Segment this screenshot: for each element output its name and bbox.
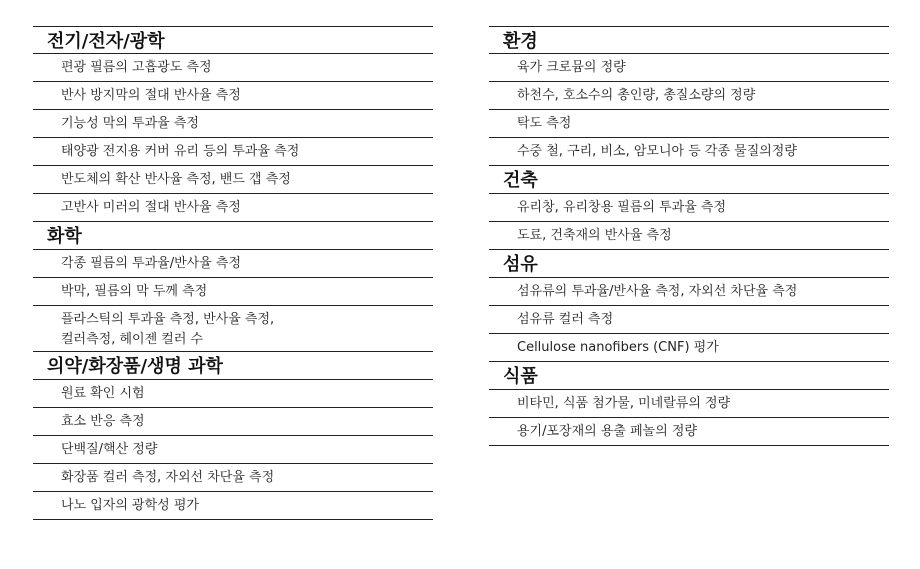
list-item: 편광 필름의 고흡광도 측정 bbox=[33, 54, 433, 82]
list-item: 단백질/핵산 정량 bbox=[33, 436, 433, 464]
list-item: 도료, 건축재의 반사율 측정 bbox=[489, 222, 889, 250]
list-item: 태양광 전지용 커버 유리 등의 투과율 측정 bbox=[33, 138, 433, 166]
list-item: Cellulose nanofibers (CNF) 평가 bbox=[489, 334, 889, 362]
list-item: 고반사 미러의 절대 반사율 측정 bbox=[33, 194, 433, 222]
list-item: 용기/포장재의 용출 페놀의 정량 bbox=[489, 418, 889, 446]
list-item: 효소 반응 측정 bbox=[33, 408, 433, 436]
category-heading-chemistry: 화학 bbox=[33, 222, 433, 250]
list-item: 수중 철, 구리, 비소, 암모니아 등 각종 물질의정량 bbox=[489, 138, 889, 166]
category-heading-architecture: 건축 bbox=[489, 166, 889, 194]
list-item: 비타민, 식품 첨가물, 미네랄류의 정량 bbox=[489, 390, 889, 418]
list-item: 반도체의 확산 반사율 측정, 밴드 갭 측정 bbox=[33, 166, 433, 194]
list-item: 각종 필름의 투과율/반사율 측정 bbox=[33, 250, 433, 278]
list-item: 원료 확인 시험 bbox=[33, 380, 433, 408]
left-column bbox=[33, 26, 433, 520]
list-item: 반사 방지막의 절대 반사율 측정 bbox=[33, 82, 433, 110]
list-item: 하천수, 호소수의 총인량, 총질소량의 정량 bbox=[489, 82, 889, 110]
list-item: 유리창, 유리창용 필름의 투과율 측정 bbox=[489, 194, 889, 222]
list-item-multiline bbox=[33, 306, 433, 352]
list-item-line: 컬러측정, 헤이젠 컬러 수 bbox=[61, 332, 204, 347]
category-heading-pharma: 의약/화장품/생명 과학 bbox=[33, 352, 433, 380]
list-item: 기능성 막의 투과율 측정 bbox=[33, 110, 433, 138]
category-heading-environment: 환경 bbox=[489, 26, 889, 54]
list-item: 섬유류 컬러 측정 bbox=[489, 306, 889, 334]
right-column bbox=[489, 26, 889, 446]
list-item: 박막, 필름의 막 두께 측정 bbox=[33, 278, 433, 306]
list-item-line: 플라스틱의 투과율 측정, 반사율 측정, bbox=[61, 312, 275, 327]
list-item: 화장품 컬러 측정, 자외선 차단율 측정 bbox=[33, 464, 433, 492]
list-item: 섬유류의 투과율/반사율 측정, 자외선 차단율 측정 bbox=[489, 278, 889, 306]
category-heading-food: 식품 bbox=[489, 362, 889, 390]
list-item: 육가 크로뮴의 정량 bbox=[489, 54, 889, 82]
category-heading-textile: 섬유 bbox=[489, 250, 889, 278]
list-item: 나노 입자의 광학성 평가 bbox=[33, 492, 433, 520]
category-heading-electronics: 전기/전자/광학 bbox=[33, 26, 433, 54]
list-item: 탁도 측정 bbox=[489, 110, 889, 138]
